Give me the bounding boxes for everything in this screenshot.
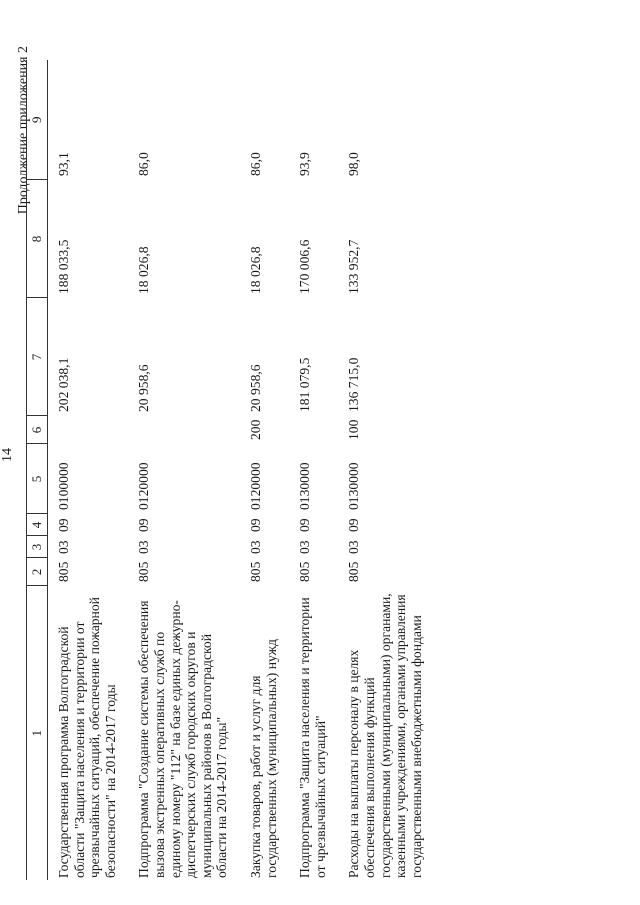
cell-c9: 93,9: [297, 152, 313, 176]
cell-c9: 86,0: [136, 152, 152, 176]
cell-c5: 0130000: [346, 462, 362, 510]
cell-c4: 09: [346, 518, 362, 532]
cell-c7: 181 079,5: [297, 357, 313, 412]
cell-c6: 100: [346, 419, 362, 440]
cell-c3: 03: [247, 540, 263, 554]
cell-c4: 09: [136, 518, 152, 532]
table-row: [240, 60, 289, 880]
cell-c2: 805: [297, 561, 313, 582]
table-row: [338, 60, 434, 880]
header-col-4: 4: [27, 514, 48, 536]
header-col-3: 3: [27, 536, 48, 558]
header-col-5: 5: [27, 444, 48, 514]
cell-c7: 136 715,0: [346, 357, 362, 412]
table-row: [48, 60, 129, 880]
cell-c2: 805: [346, 561, 362, 582]
table-row: [128, 60, 240, 880]
cell-c8: 170 006,6: [297, 239, 313, 294]
cell-c2: 805: [136, 561, 152, 582]
rotated-page: [0, 30, 566, 880]
cell-c6: [48, 416, 129, 444]
cell-c4: 09: [297, 518, 313, 532]
cell-c8: 18 026,8: [136, 246, 152, 294]
cell-c4: 09: [247, 518, 263, 532]
cell-c3: 03: [346, 540, 362, 554]
cell-c9: 93,1: [56, 152, 71, 176]
cell-c4: 09: [56, 518, 71, 532]
cell-c2: 805: [247, 561, 263, 582]
cell-c5: 0130000: [297, 462, 313, 510]
header-row: [27, 60, 48, 880]
cell-c5: 0120000: [247, 462, 263, 510]
cell-c3: 03: [136, 540, 152, 554]
header-col-2: 2: [27, 558, 48, 586]
cell-c5: 0100000: [56, 462, 71, 510]
continuation-label: Продолжение приложения 2: [16, 46, 31, 215]
cell-c9: 98,0: [346, 152, 362, 176]
row-name: Подпрограмма "Создание системы обеспечения вызова экстренных оперативных служб по единому номеру "112" на базе единых дежурно-диспетчерских служб городских округов и муниципальных районов в Волгоградской области на 2014-2017 годы": [136, 600, 230, 878]
row-name: Расходы на выплаты персоналу в целях обеспечения выполнения функций государственными (муниципальными) органами, казенными учреждениями, органами управления государственными внебюджетными фондами: [346, 593, 424, 878]
header-col-7: 7: [27, 298, 48, 416]
cell-c8: 133 952,7: [346, 239, 362, 294]
cell-c2: 805: [56, 561, 71, 582]
cell-c6: 200: [247, 419, 263, 440]
cell-c6: [128, 416, 240, 444]
cell-c3: 03: [297, 540, 313, 554]
page-number: 14: [0, 448, 15, 462]
cell-c8: 18 026,8: [247, 246, 263, 294]
table-row: [289, 60, 338, 880]
header-col-8: 8: [27, 180, 48, 298]
header-col-6: 6: [27, 416, 48, 444]
budget-table: [26, 60, 434, 880]
cell-c6: [289, 416, 338, 444]
cell-c3: 03: [56, 540, 71, 554]
cell-c9: 86,0: [247, 152, 263, 176]
cell-c7: 20 958,6: [136, 364, 152, 412]
row-name: Закупка товаров, работ и услуг для государственных (муниципальных) нужд: [247, 639, 279, 878]
cell-c7: 202 038,1: [56, 357, 71, 412]
cell-c5: 0120000: [136, 462, 152, 510]
row-name: Государственная программа Волгоградской области "Защита населения и территории от чрезвычайных ситуаций, обеспечение пожарной безопасности" на 2014-2017 годы: [56, 597, 118, 878]
cell-c7: 20 958,6: [247, 364, 263, 412]
header-col-9: 9: [27, 60, 48, 180]
cell-c8: 188 033,5: [56, 239, 71, 294]
row-name: Подпрограмма "Защита населения и территории от чрезвычайных ситуаций": [297, 597, 328, 878]
header-col-1: 1: [27, 586, 48, 880]
